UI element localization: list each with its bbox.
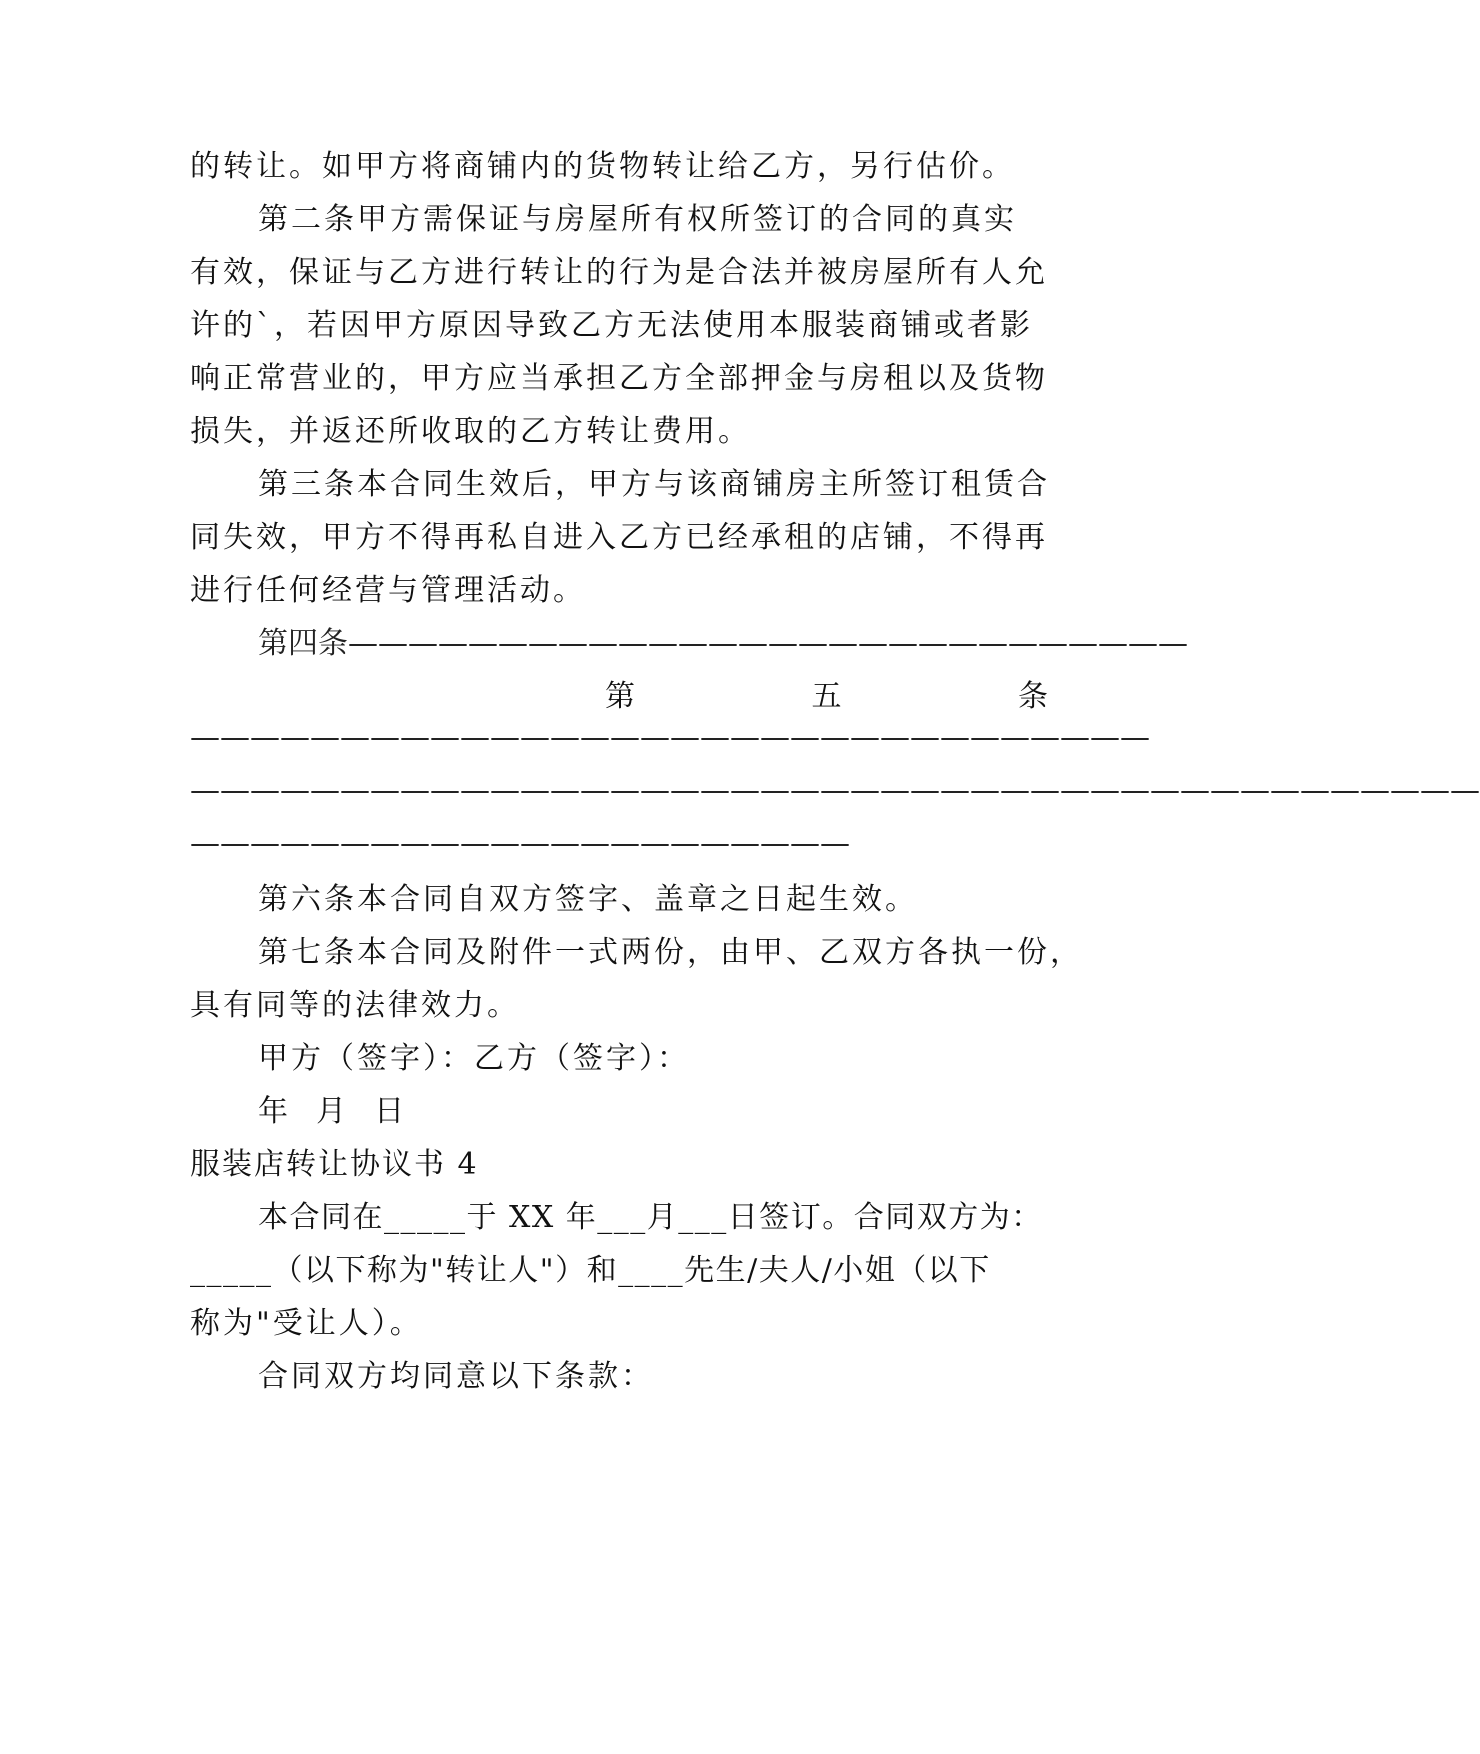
article-5-char: 第 xyxy=(605,679,635,714)
paragraph-line: 同失效，甲方不得再私自进入乙方已经承租的店铺，不得再 xyxy=(190,520,1048,555)
signature-line: 甲方（签字）：乙方（签字）： xyxy=(258,1041,690,1076)
paragraph-line: 称为"受让人）。 xyxy=(190,1306,423,1341)
article-2-line: 第二条甲方需保证与房屋所有权所签订的合同的真实 xyxy=(258,202,1017,237)
article-3-line: 第三条本合同生效后，甲方与该商铺房主所签订租赁合 xyxy=(258,467,1050,502)
blank-line: —————————————————————— xyxy=(190,826,850,861)
paragraph-line: 进行任何经营与管理活动。 xyxy=(190,573,586,608)
blank-line: ——————————————————————————————————————————— xyxy=(190,773,1480,808)
date-line: 年 月 日 xyxy=(258,1094,408,1129)
paragraph-line: 有效，保证与乙方进行转让的行为是合法并被房屋所有人允 xyxy=(190,255,1048,290)
blank-line: ———————————————————————————————— xyxy=(190,720,1150,755)
article-5-char: 五 xyxy=(811,679,842,714)
paragraph-line: 具有同等的法律效力。 xyxy=(190,988,520,1023)
paragraph-line: 损失，并返还所收取的乙方转让费用。 xyxy=(190,414,751,449)
contract-intro-line: 本合同在_____于 XX 年___月___日签订。合同双方为： xyxy=(258,1200,1043,1235)
article-6-line: 第六条本合同自双方签字、盖章之日起生效。 xyxy=(258,882,918,917)
paragraph-line: 响正常营业的，甲方应当承担乙方全部押金与房租以及货物 xyxy=(190,361,1048,396)
article-5-heading xyxy=(605,677,1048,717)
article-7-line: 第七条本合同及附件一式两份，由甲、乙双方各执一份， xyxy=(258,935,1083,970)
terms-intro-line: 合同双方均同意以下条款： xyxy=(258,1359,654,1394)
paragraph-line: 的转让。如甲方将商铺内的货物转让给乙方，另行估价。 xyxy=(190,149,1015,184)
paragraph-line: _____（以下称为"转让人"）和____先生/夫人/小姐（以下 xyxy=(190,1253,991,1288)
paragraph-line: 许的`，若因甲方原因导致乙方无法使用本服装商铺或者影 xyxy=(190,308,1033,343)
section-title: 服装店转让协议书 4 xyxy=(190,1147,479,1182)
article-5-char: 条 xyxy=(1018,679,1048,714)
article-4-line: 第四条———————————————————————————— xyxy=(258,626,1188,661)
